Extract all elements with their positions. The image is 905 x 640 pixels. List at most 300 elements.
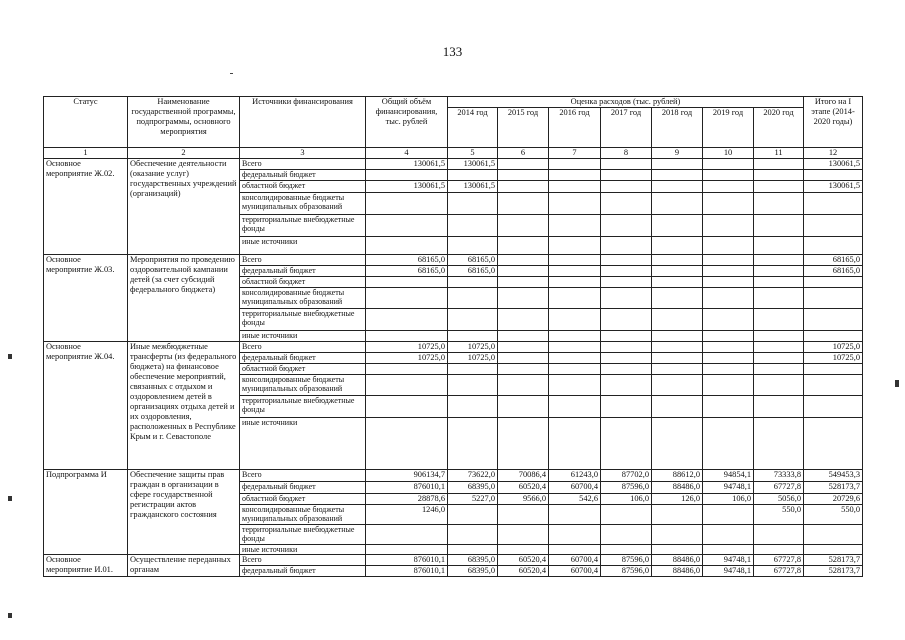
row-year-value	[448, 375, 498, 396]
row-year-value	[498, 170, 549, 181]
row-year-value	[703, 418, 754, 470]
row-year-value	[652, 353, 703, 364]
row-year-value: 94748,1	[703, 566, 754, 577]
row-year-value: 67727,8	[754, 482, 804, 494]
row-stage-total	[804, 170, 863, 181]
row-total	[366, 193, 448, 215]
row-status: Подпрограмма И	[44, 470, 128, 555]
row-year-value	[498, 159, 549, 170]
header-year: 2018 год	[652, 108, 703, 148]
row-year-value	[703, 288, 754, 309]
row-year-value: 9566,0	[498, 494, 549, 505]
row-stage-total: 528173,7	[804, 566, 863, 577]
header-year: 2019 год	[703, 108, 754, 148]
row-total: 68165,0	[366, 266, 448, 277]
row-year-value	[601, 505, 652, 525]
row-year-value	[703, 277, 754, 288]
row-stage-total: 20729,6	[804, 494, 863, 505]
row-year-value	[448, 215, 498, 237]
row-year-value	[448, 237, 498, 255]
row-year-value	[652, 266, 703, 277]
row-year-value	[754, 288, 804, 309]
row-year-value	[549, 159, 601, 170]
row-year-value	[549, 505, 601, 525]
row-source: иные источники	[240, 418, 366, 470]
row-year-value	[754, 215, 804, 237]
margin-mark	[8, 496, 12, 501]
row-stage-total: 549453,3	[804, 470, 863, 482]
row-stage-total	[804, 215, 863, 237]
page-dot	[230, 73, 233, 74]
row-year-value	[498, 342, 549, 353]
row-year-value	[498, 309, 549, 331]
row-stage-total	[804, 418, 863, 470]
row-year-value: 60520,4	[498, 555, 549, 566]
row-source: Всего	[240, 555, 366, 566]
row-year-value	[448, 277, 498, 288]
row-year-value	[601, 237, 652, 255]
row-source: иные источники	[240, 331, 366, 342]
row-total: 876010,1	[366, 482, 448, 494]
row-stage-total	[804, 309, 863, 331]
row-year-value: 73333,8	[754, 470, 804, 482]
row-year-value	[498, 396, 549, 418]
row-year-value	[549, 170, 601, 181]
header-name: Наименование государственной программы, подпрограммы, основного мероприятия	[128, 97, 240, 148]
row-year-value	[601, 266, 652, 277]
row-year-value	[754, 193, 804, 215]
row-total	[366, 215, 448, 237]
row-year-value: 68395,0	[448, 555, 498, 566]
row-source: консолидированные бюджеты муниципальных образований	[240, 375, 366, 396]
row-total: 28878,6	[366, 494, 448, 505]
table-row	[44, 159, 863, 170]
row-year-value: 130061,5	[448, 159, 498, 170]
row-year-value	[754, 181, 804, 193]
row-year-value	[448, 193, 498, 215]
row-year-value	[601, 375, 652, 396]
row-total	[366, 237, 448, 255]
budget-body	[44, 159, 863, 577]
page-number: 133	[442, 44, 463, 59]
row-stage-total	[804, 545, 863, 555]
row-year-value	[703, 364, 754, 375]
row-year-value	[652, 418, 703, 470]
row-year-value: 68395,0	[448, 566, 498, 577]
row-total: 876010,1	[366, 566, 448, 577]
row-stage-total: 68165,0	[804, 255, 863, 266]
row-stage-total: 550,0	[804, 505, 863, 525]
row-year-value	[703, 255, 754, 266]
row-year-value	[601, 159, 652, 170]
row-total: 130061,5	[366, 181, 448, 193]
row-year-value	[498, 288, 549, 309]
row-year-value	[754, 525, 804, 545]
row-year-value	[754, 237, 804, 255]
table-row	[44, 255, 863, 266]
column-number: 6	[498, 148, 549, 159]
row-year-value	[652, 525, 703, 545]
row-year-value	[652, 309, 703, 331]
row-stage-total	[804, 364, 863, 375]
row-year-value	[652, 193, 703, 215]
row-total	[366, 288, 448, 309]
row-source: областной бюджет	[240, 364, 366, 375]
row-year-value	[448, 309, 498, 331]
row-source: Всего	[240, 255, 366, 266]
row-year-value	[703, 237, 754, 255]
row-stage-total	[804, 288, 863, 309]
row-year-value	[652, 255, 703, 266]
header-year: 2020 год	[754, 108, 804, 148]
row-year-value: 60700,4	[549, 566, 601, 577]
row-year-value	[498, 181, 549, 193]
row-total	[366, 418, 448, 470]
header-total-volume: Общий объём финансирования, тыс. рублей	[366, 97, 448, 148]
row-year-value	[703, 375, 754, 396]
row-year-value	[703, 505, 754, 525]
row-year-value	[754, 545, 804, 555]
row-year-value	[498, 545, 549, 555]
row-year-value	[703, 545, 754, 555]
row-status: Основное мероприятие Ж.04.	[44, 342, 128, 470]
row-name: Осуществление переданных органам	[128, 555, 240, 577]
row-year-value	[754, 396, 804, 418]
row-year-value	[601, 396, 652, 418]
column-number: 9	[652, 148, 703, 159]
column-number: 2	[128, 148, 240, 159]
row-year-value: 5056,0	[754, 494, 804, 505]
row-year-value	[549, 525, 601, 545]
row-year-value: 88486,0	[652, 555, 703, 566]
row-status: Основное мероприятие И.01.	[44, 555, 128, 577]
row-year-value	[498, 364, 549, 375]
row-year-value	[703, 353, 754, 364]
margin-mark	[8, 613, 12, 618]
row-year-value	[703, 331, 754, 342]
row-year-value: 61243,0	[549, 470, 601, 482]
row-total: 906134,7	[366, 470, 448, 482]
row-year-value: 10725,0	[448, 342, 498, 353]
row-year-value	[754, 364, 804, 375]
row-year-value	[754, 418, 804, 470]
row-source: территориальные внебюджетные фонды	[240, 215, 366, 237]
row-year-value	[652, 159, 703, 170]
row-year-value	[754, 353, 804, 364]
row-year-value	[703, 396, 754, 418]
row-total	[366, 396, 448, 418]
table-row	[44, 555, 863, 566]
row-year-value	[549, 396, 601, 418]
row-year-value: 94748,1	[703, 482, 754, 494]
row-source: территориальные внебюджетные фонды	[240, 396, 366, 418]
row-year-value	[754, 375, 804, 396]
row-year-value	[652, 181, 703, 193]
row-year-value: 88612,0	[652, 470, 703, 482]
row-year-value	[549, 364, 601, 375]
row-year-value: 60700,4	[549, 555, 601, 566]
row-source: федеральный бюджет	[240, 482, 366, 494]
row-year-value	[601, 288, 652, 309]
row-year-value: 67727,8	[754, 555, 804, 566]
row-total	[366, 545, 448, 555]
column-number-row	[44, 148, 863, 159]
row-source: Всего	[240, 470, 366, 482]
row-year-value	[448, 525, 498, 545]
header-year: 2017 год	[601, 108, 652, 148]
row-year-value	[498, 277, 549, 288]
row-year-value	[652, 375, 703, 396]
margin-mark	[895, 380, 899, 387]
row-year-value	[652, 331, 703, 342]
column-number: 10	[703, 148, 754, 159]
header-year: 2015 год	[498, 108, 549, 148]
header-stage-total: Итого на I этапе (2014-2020 годы)	[804, 97, 863, 148]
row-stage-total: 10725,0	[804, 342, 863, 353]
row-stage-total: 10725,0	[804, 353, 863, 364]
header-sources: Источники финансирования	[240, 97, 366, 148]
row-source: иные источники	[240, 237, 366, 255]
row-year-value	[498, 505, 549, 525]
row-total: 1246,0	[366, 505, 448, 525]
row-year-value: 60520,4	[498, 482, 549, 494]
row-year-value	[549, 255, 601, 266]
row-year-value	[754, 159, 804, 170]
row-stage-total	[804, 193, 863, 215]
row-year-value	[498, 255, 549, 266]
row-year-value	[703, 309, 754, 331]
row-year-value: 5227,0	[448, 494, 498, 505]
row-stage-total	[804, 396, 863, 418]
row-source: иные источники	[240, 545, 366, 555]
row-stage-total: 130061,5	[804, 159, 863, 170]
row-year-value	[601, 181, 652, 193]
row-year-value	[601, 353, 652, 364]
row-year-value	[448, 170, 498, 181]
column-number: 3	[240, 148, 366, 159]
row-year-value	[703, 181, 754, 193]
row-stage-total	[804, 525, 863, 545]
row-year-value	[703, 159, 754, 170]
row-year-value	[601, 364, 652, 375]
row-source: федеральный бюджет	[240, 566, 366, 577]
row-stage-total: 130061,5	[804, 181, 863, 193]
column-number: 7	[549, 148, 601, 159]
row-year-value	[601, 418, 652, 470]
row-year-value	[601, 277, 652, 288]
column-number: 1	[44, 148, 128, 159]
table-row	[44, 470, 863, 482]
row-name: Иные межбюджетные трансферты (из федерального бюджета) на финансовое обеспечение мероприятий, связанных с отдыхом и оздоровлением детей в организациях отдыха детей и их оздоровления, расположенных в Республике Крым и г. Севастополе	[128, 342, 240, 470]
column-number: 8	[601, 148, 652, 159]
row-year-value	[448, 505, 498, 525]
row-year-value	[652, 396, 703, 418]
row-year-value: 68165,0	[448, 255, 498, 266]
row-year-value	[754, 309, 804, 331]
row-year-value	[601, 215, 652, 237]
row-year-value	[601, 331, 652, 342]
row-year-value: 106,0	[601, 494, 652, 505]
row-year-value: 87596,0	[601, 482, 652, 494]
row-year-value: 87702,0	[601, 470, 652, 482]
header-status: Статус	[44, 97, 128, 148]
row-year-value	[549, 353, 601, 364]
row-stage-total: 528173,7	[804, 482, 863, 494]
row-source: областной бюджет	[240, 277, 366, 288]
row-total: 68165,0	[366, 255, 448, 266]
row-year-value: 94748,1	[703, 555, 754, 566]
row-year-value: 67727,8	[754, 566, 804, 577]
header-year: 2014 год	[448, 108, 498, 148]
row-year-value	[549, 375, 601, 396]
row-year-value	[703, 525, 754, 545]
row-source: областной бюджет	[240, 494, 366, 505]
row-year-value: 73622,0	[448, 470, 498, 482]
row-source: консолидированные бюджеты муниципальных образований	[240, 193, 366, 215]
row-year-value	[703, 215, 754, 237]
row-year-value	[498, 215, 549, 237]
row-source: федеральный бюджет	[240, 353, 366, 364]
row-year-value	[549, 266, 601, 277]
row-year-value	[703, 193, 754, 215]
row-year-value	[549, 277, 601, 288]
row-stage-total: 528173,7	[804, 555, 863, 566]
row-year-value	[754, 331, 804, 342]
row-source: областной бюджет	[240, 181, 366, 193]
row-year-value	[652, 288, 703, 309]
row-total	[366, 277, 448, 288]
row-year-value: 87596,0	[601, 566, 652, 577]
row-source: консолидированные бюджеты муниципальных образований	[240, 288, 366, 309]
row-year-value	[703, 170, 754, 181]
row-year-value	[754, 170, 804, 181]
row-year-value	[549, 181, 601, 193]
row-year-value	[703, 342, 754, 353]
row-year-value	[498, 266, 549, 277]
row-year-value: 88486,0	[652, 566, 703, 577]
row-year-value	[703, 266, 754, 277]
row-year-value	[498, 193, 549, 215]
row-name: Мероприятия по проведению оздоровительной кампании детей (за счет субсидий федерального бюджета)	[128, 255, 240, 342]
row-year-value: 68165,0	[448, 266, 498, 277]
row-year-value	[601, 525, 652, 545]
row-year-value: 70086,4	[498, 470, 549, 482]
table-row	[44, 342, 863, 353]
row-year-value	[652, 170, 703, 181]
row-year-value	[498, 353, 549, 364]
row-total	[366, 309, 448, 331]
column-number: 5	[448, 148, 498, 159]
row-year-value	[448, 545, 498, 555]
row-year-value: 60520,4	[498, 566, 549, 577]
row-year-value	[549, 342, 601, 353]
row-year-value	[549, 309, 601, 331]
row-year-value	[498, 237, 549, 255]
row-year-value: 88486,0	[652, 482, 703, 494]
row-stage-total: 68165,0	[804, 266, 863, 277]
row-year-value	[448, 364, 498, 375]
row-year-value	[448, 418, 498, 470]
row-year-value: 10725,0	[448, 353, 498, 364]
row-year-value	[448, 288, 498, 309]
row-year-value: 106,0	[703, 494, 754, 505]
header-year: 2016 год	[549, 108, 601, 148]
row-year-value	[652, 342, 703, 353]
row-year-value	[652, 364, 703, 375]
row-stage-total	[804, 237, 863, 255]
row-year-value	[652, 277, 703, 288]
row-year-value	[652, 505, 703, 525]
row-year-value	[549, 545, 601, 555]
column-number: 4	[366, 148, 448, 159]
row-total	[366, 331, 448, 342]
row-year-value	[549, 288, 601, 309]
row-year-value: 130061,5	[448, 181, 498, 193]
row-year-value	[601, 170, 652, 181]
column-number: 11	[754, 148, 804, 159]
row-year-value	[652, 237, 703, 255]
row-source: консолидированные бюджеты муниципальных образований	[240, 505, 366, 525]
row-year-value	[549, 193, 601, 215]
row-year-value	[652, 545, 703, 555]
row-year-value	[601, 342, 652, 353]
row-year-value	[498, 375, 549, 396]
row-source: Всего	[240, 342, 366, 353]
row-year-value	[498, 418, 549, 470]
row-status: Основное мероприятие Ж.02.	[44, 159, 128, 255]
row-year-value	[448, 331, 498, 342]
row-name: Обеспечение деятельности (оказание услуг) государственных учреждений (организаций)	[128, 159, 240, 255]
row-year-value	[498, 331, 549, 342]
row-year-value	[601, 545, 652, 555]
row-stage-total	[804, 331, 863, 342]
header-estimate: Оценка расходов (тыс. рублей)	[448, 97, 804, 108]
row-year-value	[601, 193, 652, 215]
row-total	[366, 525, 448, 545]
row-source: территориальные внебюджетные фонды	[240, 309, 366, 331]
row-year-value	[549, 331, 601, 342]
row-year-value	[754, 266, 804, 277]
row-year-value	[601, 309, 652, 331]
row-source: Всего	[240, 159, 366, 170]
row-year-value	[549, 237, 601, 255]
row-year-value	[498, 525, 549, 545]
row-stage-total	[804, 277, 863, 288]
row-total	[366, 364, 448, 375]
row-year-value	[652, 215, 703, 237]
row-year-value: 542,6	[549, 494, 601, 505]
row-source: федеральный бюджет	[240, 170, 366, 181]
margin-mark	[8, 354, 12, 359]
row-year-value: 87596,0	[601, 555, 652, 566]
row-total: 130061,5	[366, 159, 448, 170]
row-year-value	[754, 255, 804, 266]
row-year-value	[448, 396, 498, 418]
row-source: федеральный бюджет	[240, 266, 366, 277]
row-total	[366, 170, 448, 181]
row-stage-total	[804, 375, 863, 396]
row-year-value: 68395,0	[448, 482, 498, 494]
row-year-value	[754, 277, 804, 288]
row-year-value	[754, 342, 804, 353]
row-total: 10725,0	[366, 353, 448, 364]
row-year-value	[549, 418, 601, 470]
column-number: 12	[804, 148, 863, 159]
row-source: территориальные внебюджетные фонды	[240, 525, 366, 545]
row-name: Обеспечение защиты прав граждан в организации в сфере государственной регистрации актов гражданского состояния	[128, 470, 240, 555]
row-year-value	[601, 255, 652, 266]
row-year-value: 94854,1	[703, 470, 754, 482]
